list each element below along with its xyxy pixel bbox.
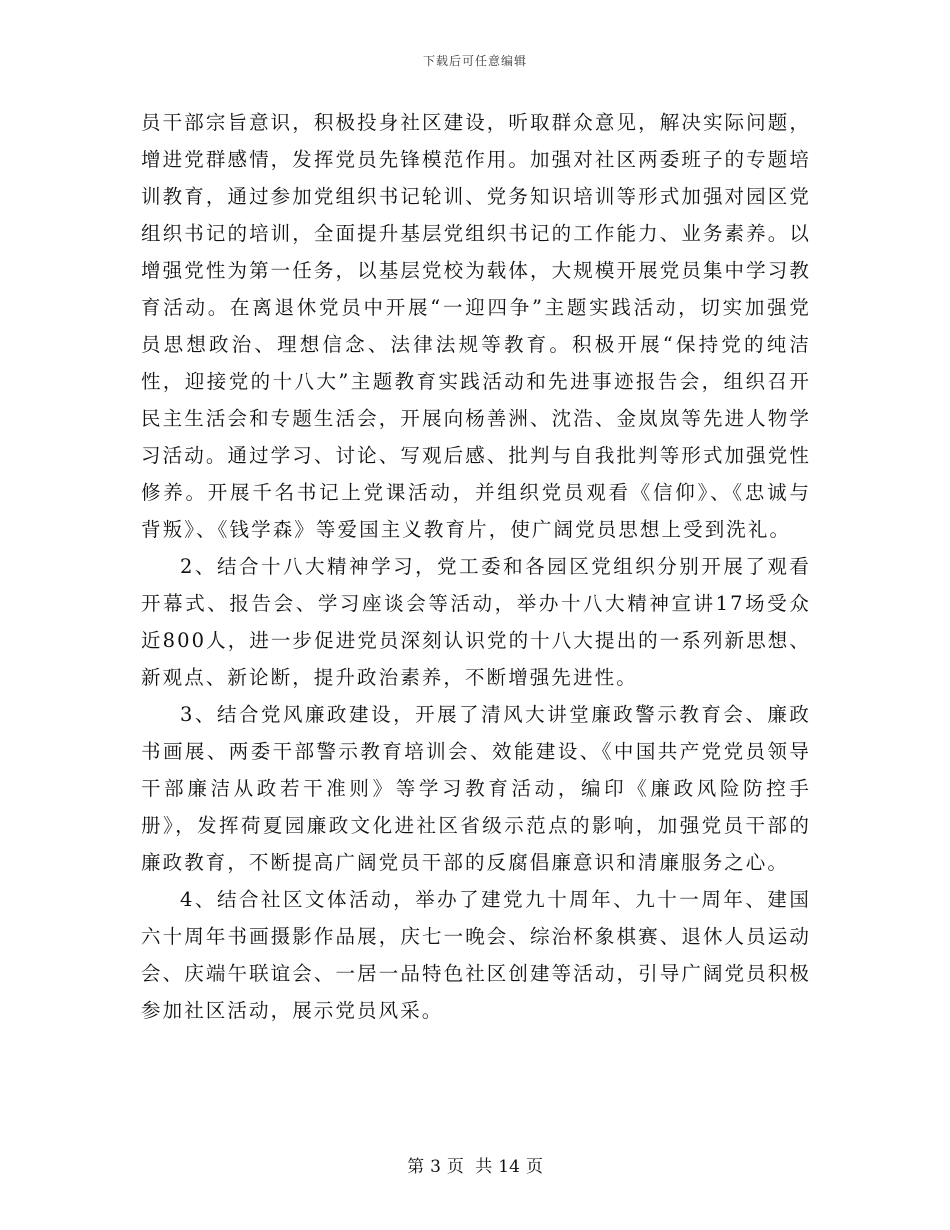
paragraph-item-3: 3、结合党风廉政建设，开展了清风大讲堂廉政警示教育会、廉政书画展、两委干部警示教育培训会、效能建设、《中国共产党党员领导干部廉洁从政若干准则》等学习教育活动，编印《廉政风险防控手册》，发挥荷夏园廉政文化进社区省级示范点的影响，加强党员干部的廉政教育，不断提高广阔党员干部的反腐倡廉意识和清廉服务之心。 — [141, 703, 811, 874]
footer-middle: 页 共 — [446, 1157, 493, 1177]
footer-total-pages: 14 — [498, 1157, 520, 1177]
paragraph-continuation: 员干部宗旨意识，积极投身社区建设，听取群众意见，解决实际问题，增进党群感情，发挥党员先锋模范作用。加强对社区两委班子的专题培训教育，通过参加党组织书记轮训、党务知识培训等形式加强对园区党组织书记的培训，全面提升基层党组织书记的工作能力、业务素养。以增强党性为第一任务，以基层党校为载体，大规模开展党员集中学习教育活动。在离退休党员中开展“一迎四争”主题实践活动，切实加强党员思想政治、理想信念、法律法规等教育。积极开展“保持党的纯洁性，迎接党的十八大”主题教育实践活动和先进事迹报告会，组织召开民主生活会和专题生活会，开展向杨善洲、沈浩、金岚岚等先进人物学习活动。通过学习、讨论、写观后感、批判与自我批判等形式加强党性修养。开展千名书记上党课活动，并组织党员观看《信仰》、《忠诚与背叛》、《钱学森》等爱国主义教育片，使广阔党员思想上受到洗礼。 — [141, 111, 811, 541]
page-footer — [0, 1152, 950, 1177]
footer-prefix: 第 — [407, 1157, 425, 1177]
paragraph-item-2: 2、结合十八大精神学习，党工委和各园区党组织分别开展了观看开幕式、报告会、学习座谈会等活动，举办十八大精神宣讲17场受众近800人，进一步促进党员深刻认识党的十八大提出的一系列新思想、新观点、新论断，提升政治素养，不断增强先进性。 — [141, 555, 811, 689]
footer-suffix: 页 — [525, 1157, 543, 1177]
footer-current-page: 3 — [430, 1157, 441, 1177]
page-header: 下载后可任意编辑 — [422, 54, 527, 68]
paragraph-item-4: 4、结合社区文体活动，举办了建党九十周年、九十一周年、建国六十周年书画摄影作品展，庆七一晚会、综治杯象棋赛、退休人员运动会、庆端午联谊会、一居一品特色社区创建等活动，引导广阔党员积极参加社区活动，展示党员风采。 — [141, 888, 811, 1022]
document-body — [141, 104, 811, 1029]
